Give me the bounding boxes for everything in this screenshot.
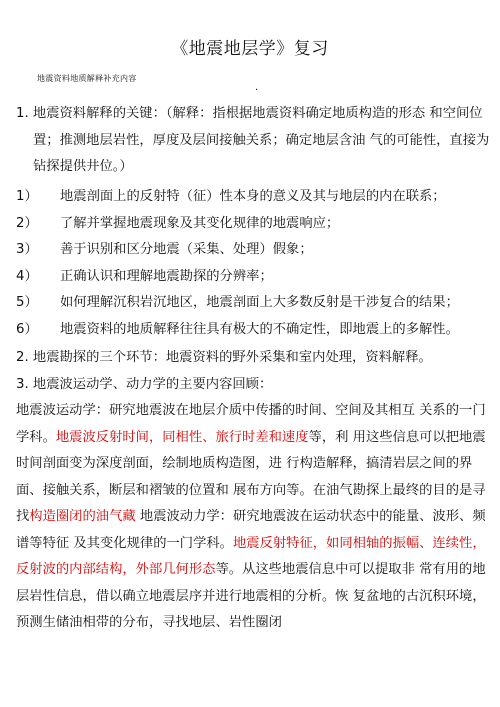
- body-paragraph: [16, 398, 496, 637]
- list-item-number: 3）: [16, 242, 38, 257]
- section-1-line-1: 1. 地震资料解释的关键：（解释：指根据地震资料确定地质构造的形态 和空间位: [16, 106, 483, 121]
- dynamics-detail: 等。从这些地震信息中可以提取非 常有用的地层岩性信息，借以确立地震层序并进行地震相的分析。恢 复盆地的古沉积环境，预测生储油相带的分布，寻找地层、岩性圈闭: [16, 562, 486, 630]
- page-title: 《地震地层学》复习: [171, 39, 329, 59]
- list-item-text: 正确认识和理解地震勘探的分辨率；: [60, 269, 273, 284]
- kinematics-detail: 等，利 用这些信息可以把地震时间剖面变为深度剖面，绘制地质构造图，进 行构造解释，搞清岩层之间的界面、接触关系，断层和褶皱的位置和 展布方向等。在油气勘探上最终的目的是寻找: [16, 429, 486, 524]
- kinematics-definition: 地震波运动学：研究地震波在地层介质中传播的时间、空间及其相互 关系的一门学科。: [16, 403, 486, 445]
- list-item-number: 2）: [16, 216, 38, 231]
- center-dot: ·: [255, 85, 259, 96]
- list-item-text: 如何理解沉积岩沉地区，地震剖面上大多数反射是干涉复合的结果；: [60, 295, 459, 310]
- section-1-line-3: 钻探提供井位。）: [33, 159, 133, 174]
- dynamics-definition: 地震波动力学：研究地震波在运动状态中的能量、波形、频谱等特征 及其变化规律的一门学科。: [16, 509, 486, 551]
- highlight-dynamics: 地震反射特征，如同相轴的振幅、连续性， 反射波的内部结构，外部几何形态: [16, 535, 486, 577]
- list-item: [16, 188, 496, 206]
- list-item-number: 1）: [16, 189, 38, 204]
- list-item: [16, 241, 496, 259]
- highlight-trap: 构造圈闭的油气藏: [29, 509, 136, 524]
- list-item-text: 地震资料的地质解释往往具有极大的不确定性，即地震上的多解性。: [60, 322, 459, 337]
- list-item-text: 善于识别和区分地震（采集、处理）假象；: [60, 242, 313, 257]
- list-item-text: 了解并掌握地震现象及其变化规律的地震响应；: [60, 216, 340, 231]
- section-1-paragraph: [16, 101, 496, 181]
- highlight-kinematics: 地震波反射时间，同相性、旅行时差和速度: [55, 429, 309, 445]
- list-item-number: 4）: [16, 269, 38, 284]
- list-item-number: 5）: [16, 295, 38, 310]
- list-item-number: 6）: [16, 322, 38, 337]
- page-subtitle: 地震资料地质解释补充内容: [37, 74, 137, 83]
- list-item: [16, 268, 496, 286]
- list-item: [16, 294, 496, 312]
- section-1-line-2: 置；推测地层岩性，厚度及层间接触关系；确定地层含油 气的可能性，直接为: [33, 132, 490, 148]
- section-2-heading: 2. 地震勘探的三个环节：地震资料的野外采集和室内处理，资料解释。: [16, 350, 432, 365]
- list-item-text: 地震剖面上的反射特（征）性本身的意义及其与地层的内在联系；: [60, 189, 446, 204]
- section-3-heading: 3. 地震波运动学、动力学的主要内容回顾：: [16, 377, 273, 392]
- list-item: [16, 215, 496, 233]
- list-item: [16, 321, 496, 339]
